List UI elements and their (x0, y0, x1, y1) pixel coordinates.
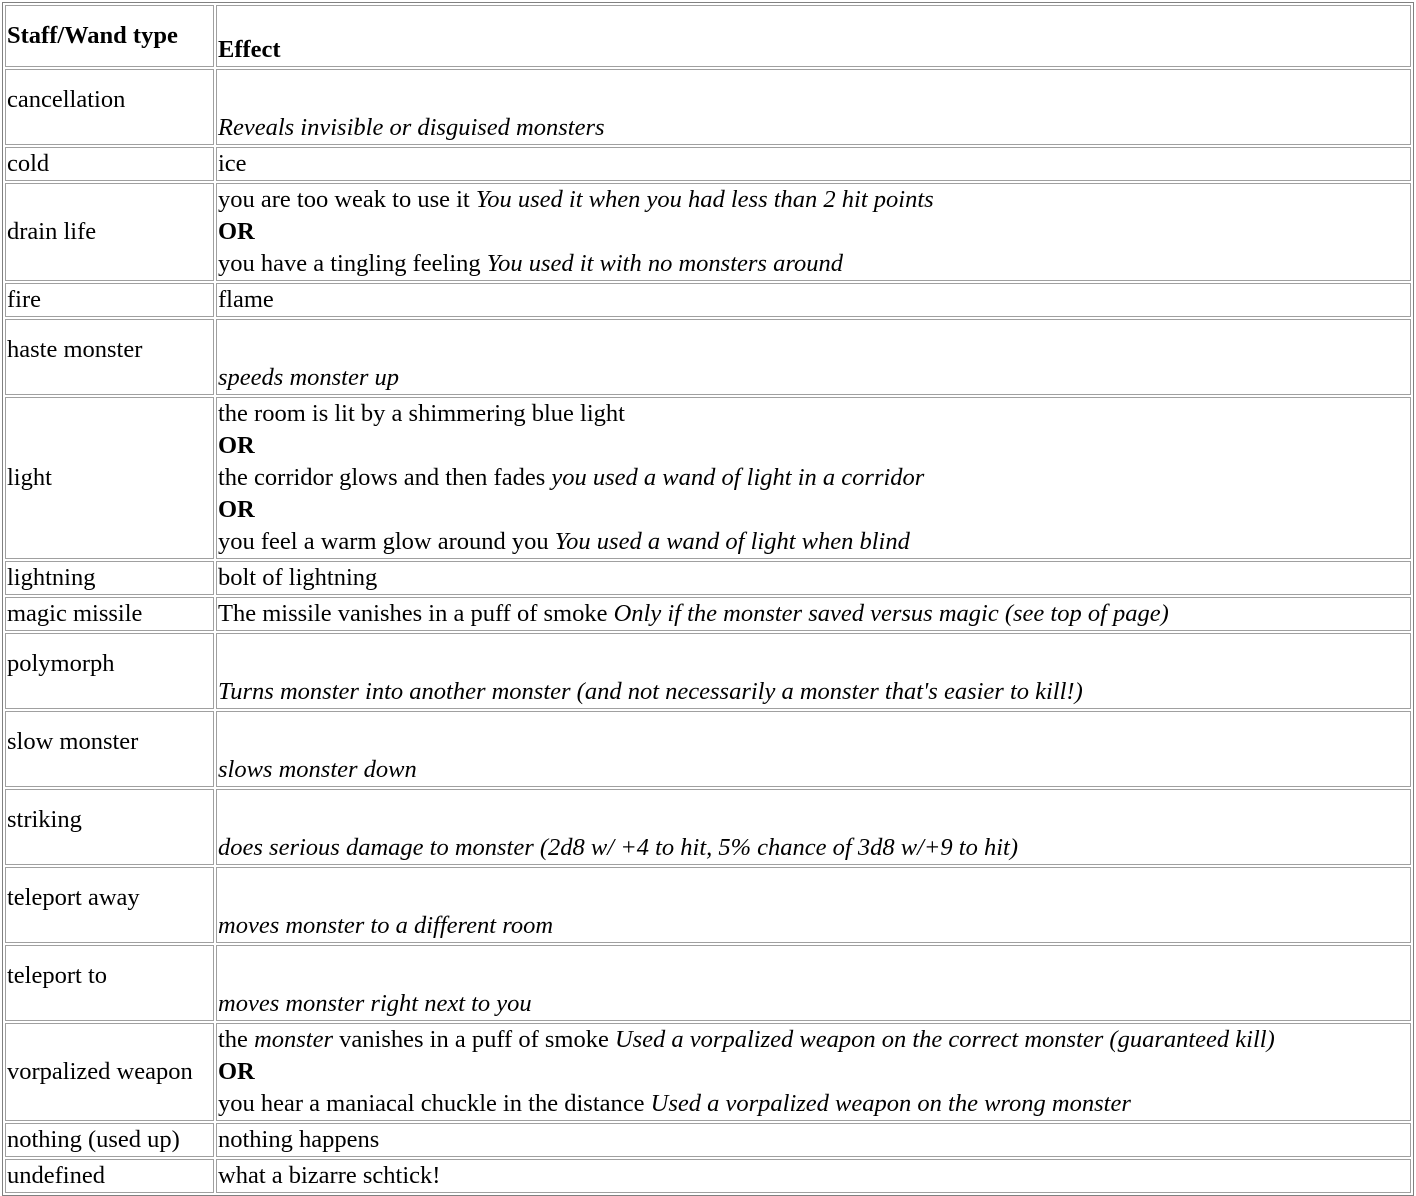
type-cell: light (5, 397, 214, 559)
table-row (5, 1123, 1411, 1157)
or-separator: OR (218, 218, 255, 245)
effect-line (218, 526, 1409, 558)
effect-note: moves monster right next to you (218, 990, 532, 1017)
effect-cell: ice (216, 147, 1411, 181)
table-row (5, 945, 1411, 1021)
effect-note: speeds monster up (218, 364, 400, 391)
effect-message: the (218, 1026, 255, 1053)
effect-note: You used it when you had less than 2 hit points (475, 186, 934, 213)
type-cell: cold (5, 147, 214, 181)
effect-note: Only if the monster saved versus magic (see top of page) (613, 600, 1169, 627)
type-cell (5, 633, 214, 709)
effect-note: you used a wand of light in a corridor (551, 464, 925, 491)
effect-message: vanishes in a puff of smoke (333, 1026, 615, 1053)
type-cell: fire (5, 283, 214, 317)
type-label: striking (7, 806, 82, 833)
wand-effects-table (2, 2, 1414, 1196)
effect-note: Used a vorpalized weapon on the correct monster (guaranteed kill) (614, 1026, 1275, 1053)
effect-cell: nothing happens (216, 1123, 1411, 1157)
table-header-row (5, 5, 1411, 67)
table-row (5, 147, 1411, 181)
effect-note: You used it with no monsters around (486, 250, 843, 277)
effect-note: moves monster to a different room (218, 912, 554, 939)
effect-note: Used a vorpalized weapon on the wrong monster (650, 1090, 1131, 1117)
effect-note: Turns monster into another monster (and not necessarily a monster that's easier to kill!) (218, 678, 1083, 705)
effect-line (218, 248, 1409, 280)
type-cell: lightning (5, 561, 214, 595)
effect-cell (216, 319, 1411, 395)
effect-line (218, 1088, 1409, 1120)
type-cell: vorpalized weapon (5, 1023, 214, 1121)
type-label: teleport away (7, 884, 140, 911)
table-row (5, 283, 1411, 317)
type-cell: undefined (5, 1159, 214, 1193)
effect-message: the room is lit by a shimmering blue light (218, 400, 625, 427)
table-row (5, 1159, 1411, 1193)
effect-cell (216, 945, 1411, 1021)
type-cell (5, 69, 214, 145)
effect-cell (216, 183, 1411, 281)
effect-cell (216, 397, 1411, 559)
type-cell (5, 945, 214, 1021)
table-row (5, 397, 1411, 559)
effect-emphasis: monster (254, 1026, 334, 1053)
type-label: polymorph (7, 650, 115, 677)
effect-line (218, 184, 1409, 216)
table-row (5, 597, 1411, 631)
or-separator: OR (218, 496, 255, 523)
effect-cell: bolt of lightning (216, 561, 1411, 595)
effect-cell (216, 711, 1411, 787)
effect-note: You used a wand of light when blind (554, 528, 910, 555)
table-row (5, 867, 1411, 943)
header-effect (216, 5, 1411, 67)
effect-cell (216, 633, 1411, 709)
effect-cell (216, 1023, 1411, 1121)
table-row (5, 69, 1411, 145)
table-row (5, 1023, 1411, 1121)
effect-note: slows monster down (218, 756, 417, 783)
type-cell (5, 319, 214, 395)
table-row (5, 711, 1411, 787)
effect-cell: what a bizarre schtick! (216, 1159, 1411, 1193)
type-label: haste monster (7, 336, 143, 363)
effect-cell (216, 867, 1411, 943)
type-cell (5, 867, 214, 943)
effect-line (218, 462, 1409, 494)
effect-note: Reveals invisible or disguised monsters (218, 114, 605, 141)
type-cell (5, 789, 214, 865)
type-cell: drain life (5, 183, 214, 281)
effect-message: the corridor glows and then fades (218, 464, 552, 491)
table-row (5, 633, 1411, 709)
type-cell: magic missile (5, 597, 214, 631)
table-row (5, 183, 1411, 281)
effect-message: you are too weak to use it (218, 186, 476, 213)
table-row (5, 561, 1411, 595)
type-label: cancellation (7, 86, 126, 113)
effect-message: you feel a warm glow around you (218, 528, 555, 555)
header-type: Staff/Wand type (5, 5, 214, 67)
effect-cell (216, 69, 1411, 145)
effect-line (218, 1024, 1409, 1056)
type-cell: nothing (used up) (5, 1123, 214, 1157)
effect-message: The missile vanishes in a puff of smoke (218, 600, 614, 627)
or-separator: OR (218, 1058, 255, 1085)
header-effect-label: Effect (218, 36, 281, 63)
type-label: slow monster (7, 728, 139, 755)
table-row (5, 789, 1411, 865)
table-row (5, 319, 1411, 395)
effect-message: you have a tingling feeling (218, 250, 487, 277)
type-cell (5, 711, 214, 787)
effect-message: you hear a maniacal chuckle in the distance (218, 1090, 651, 1117)
or-separator: OR (218, 432, 255, 459)
effect-note: does serious damage to monster (2d8 w/ +4 to hit, 5% chance of 3d8 w/+9 to hit) (218, 834, 1018, 861)
effect-cell: flame (216, 283, 1411, 317)
effect-cell (216, 789, 1411, 865)
effect-cell (216, 597, 1411, 631)
type-label: teleport to (7, 962, 108, 989)
